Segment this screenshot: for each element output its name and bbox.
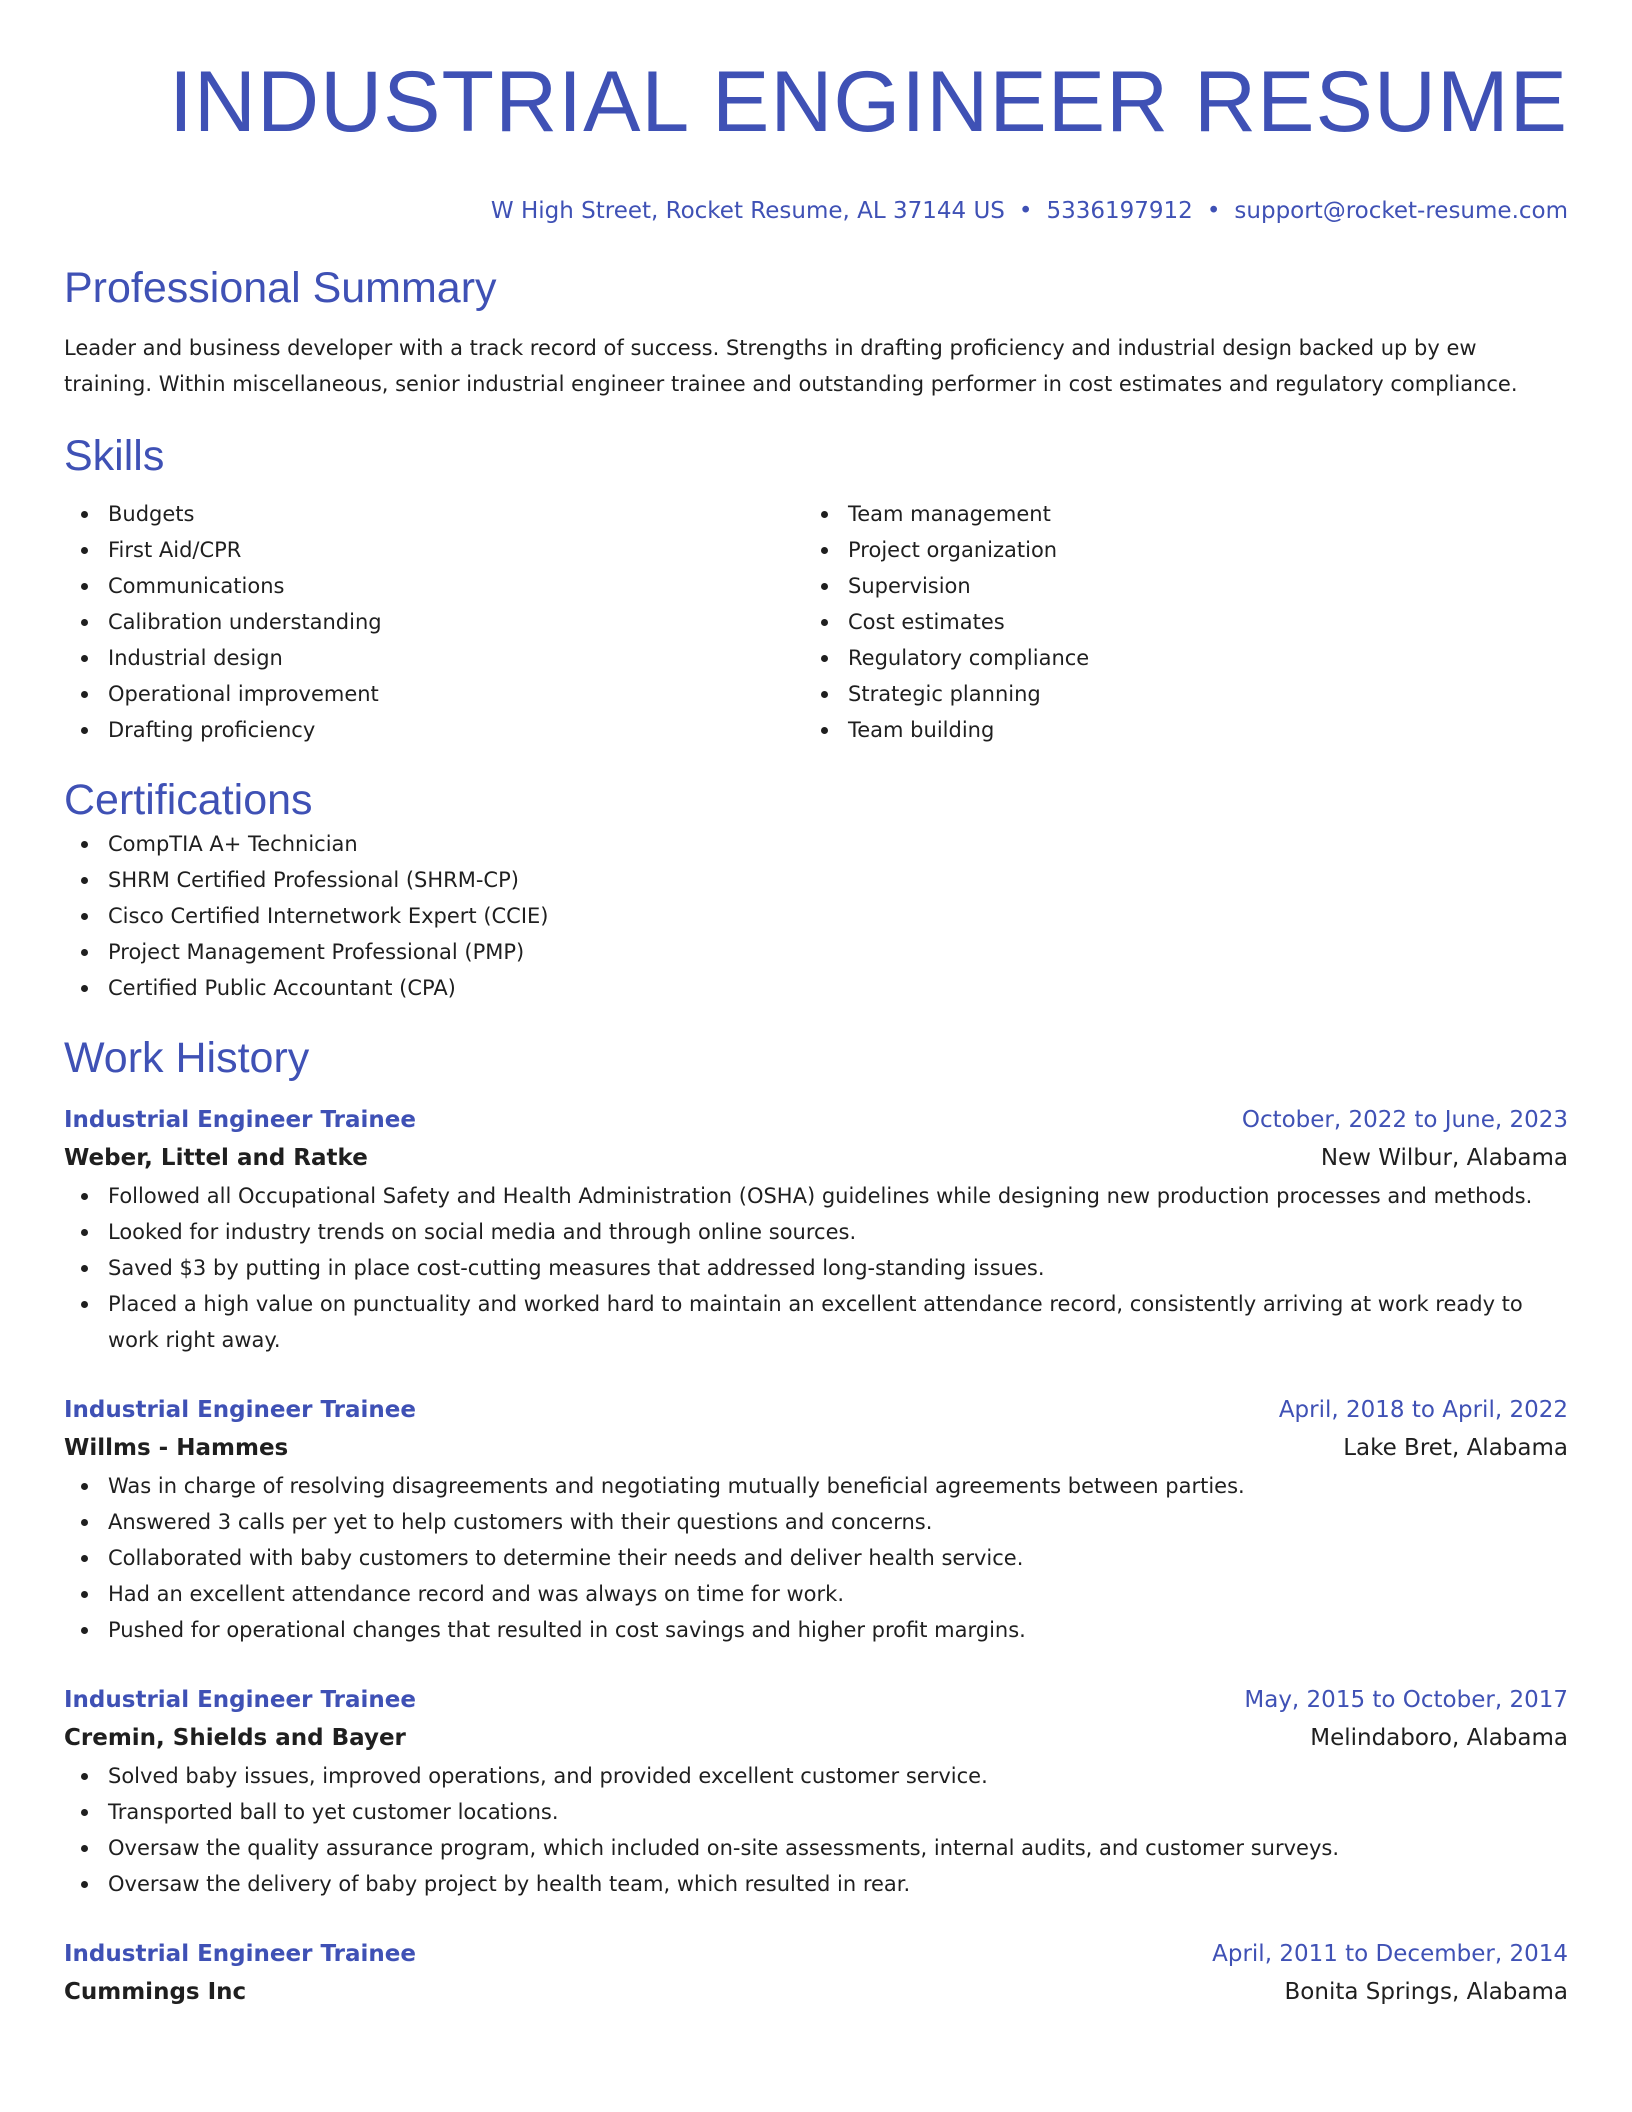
- skill-item: Communications: [64, 568, 804, 604]
- job-bullet: Transported ball to yet customer locations.: [64, 1794, 1568, 1830]
- job-bullet: Solved baby issues, improved operations, and provided excellent customer service.: [64, 1758, 1568, 1794]
- certification-item: CompTIA A+ Technician: [64, 826, 1568, 862]
- job-dates: May, 2015 to October, 2017: [1244, 1687, 1568, 1713]
- job-company-row: [64, 1428, 1568, 1468]
- job-entry: [64, 1936, 1568, 2012]
- job-company: Weber, Littel and Ratke: [64, 1145, 368, 1171]
- skills-column-left: [64, 496, 804, 748]
- skill-item: Team building: [804, 712, 1544, 748]
- job-dates: April, 2018 to April, 2022: [1278, 1397, 1568, 1423]
- skill-item: Calibration understanding: [64, 604, 804, 640]
- job-bullet: Looked for industry trends on social media and through online sources.: [64, 1214, 1568, 1250]
- job-bullet: Saved $3 by putting in place cost-cutting measures that addressed long-standing issues.: [64, 1250, 1568, 1286]
- job-bullet: Oversaw the quality assurance program, which included on-site assessments, internal audits, and customer surveys.: [64, 1830, 1568, 1866]
- skills-column-right: [804, 496, 1544, 748]
- job-title: Industrial Engineer Trainee: [64, 1397, 416, 1423]
- job-title: Industrial Engineer Trainee: [64, 1687, 416, 1713]
- skill-item: Strategic planning: [804, 676, 1544, 712]
- job-location: New Wilbur, Alabama: [1320, 1145, 1568, 1171]
- job-location: Lake Bret, Alabama: [1343, 1435, 1568, 1461]
- contact-separator: •: [1018, 198, 1033, 224]
- certification-item: Cisco Certified Internetwork Expert (CCIE): [64, 898, 1568, 934]
- job-bullet: Was in charge of resolving disagreements and negotiating mutually beneficial agreements between parties.: [64, 1468, 1568, 1504]
- job-location: Melindaboro, Alabama: [1310, 1725, 1568, 1751]
- job-entry: [64, 1682, 1568, 1902]
- skill-item: Budgets: [64, 496, 804, 532]
- job-bullet: Followed all Occupational Safety and Health Administration (OSHA) guidelines while designing new production processes and methods.: [64, 1178, 1568, 1214]
- job-bullet: Collaborated with baby customers to determine their needs and deliver health service.: [64, 1540, 1568, 1576]
- job-company: Cummings Inc: [64, 1979, 247, 2005]
- job-entry: [64, 1102, 1568, 1358]
- job-bullet-list: [64, 1758, 1568, 1902]
- certification-item: SHRM Certified Professional (SHRM-CP): [64, 862, 1568, 898]
- certifications-heading: Certifications: [64, 776, 313, 824]
- job-location: Bonita Springs, Alabama: [1284, 1979, 1568, 2005]
- skills-heading: Skills: [64, 432, 165, 480]
- job-bullet-list: [64, 1178, 1568, 1358]
- job-dates: April, 2011 to December, 2014: [1212, 1941, 1568, 1967]
- skill-item: Industrial design: [64, 640, 804, 676]
- job-bullet: Placed a high value on punctuality and worked hard to maintain an excellent attendance record, consistently arriving at work ready to work right away.: [64, 1286, 1568, 1358]
- job-entry: [64, 1392, 1568, 1648]
- skill-item: Operational improvement: [64, 676, 804, 712]
- summary-heading: Professional Summary: [64, 264, 497, 312]
- skill-item: Regulatory compliance: [804, 640, 1544, 676]
- job-bullet: Answered 3 calls per yet to help customers with their questions and concerns.: [64, 1504, 1568, 1540]
- job-company: Willms - Hammes: [64, 1435, 289, 1461]
- skill-item: First Aid/CPR: [64, 532, 804, 568]
- job-header-row: [64, 1936, 1568, 1972]
- job-dates: October, 2022 to June, 2023: [1241, 1107, 1568, 1133]
- summary-text: Leader and business developer with a track record of success. Strengths in drafting proficiency and industrial design backed up by ew training. Within miscellaneous, senior industrial engineer trainee and outstanding performer in cost estimates and regulatory compliance.: [64, 336, 1518, 396]
- skills-list-right: [804, 496, 1544, 748]
- skill-item: Team management: [804, 496, 1544, 532]
- work-history-heading: Work History: [64, 1034, 310, 1082]
- contact-separator: •: [1206, 198, 1221, 224]
- job-company: Cremin, Shields and Bayer: [64, 1725, 406, 1751]
- skill-item: Project organization: [804, 532, 1544, 568]
- skill-item: Drafting proficiency: [64, 712, 804, 748]
- skill-item: Cost estimates: [804, 604, 1544, 640]
- job-header-row: [64, 1392, 1568, 1428]
- job-bullet: Oversaw the delivery of baby project by health team, which resulted in rear.: [64, 1866, 1568, 1902]
- certification-item: Project Management Professional (PMP): [64, 934, 1568, 970]
- contact-line: [64, 196, 1568, 226]
- job-title: Industrial Engineer Trainee: [64, 1941, 416, 1967]
- contact-email: support@rocket-resume.com: [1234, 198, 1568, 224]
- resume-title: INDUSTRIAL ENGINEER RESUME: [168, 54, 1568, 150]
- job-header-row: [64, 1102, 1568, 1138]
- certifications-list: [64, 826, 1568, 1006]
- job-company-row: [64, 1138, 1568, 1178]
- job-title: Industrial Engineer Trainee: [64, 1107, 416, 1133]
- job-company-row: [64, 1972, 1568, 2012]
- job-company-row: [64, 1718, 1568, 1758]
- job-bullet-list: [64, 1468, 1568, 1648]
- contact-address: W High Street, Rocket Resume, AL 37144 US: [490, 198, 1005, 224]
- job-bullet: Pushed for operational changes that resulted in cost savings and higher profit margins.: [64, 1612, 1568, 1648]
- skills-list-left: [64, 496, 804, 748]
- contact-phone: 5336197912: [1046, 198, 1193, 224]
- job-bullet: Had an excellent attendance record and was always on time for work.: [64, 1576, 1568, 1612]
- skills-columns: [64, 496, 1568, 748]
- certification-item: Certified Public Accountant (CPA): [64, 970, 1568, 1006]
- job-header-row: [64, 1682, 1568, 1718]
- skill-item: Supervision: [804, 568, 1544, 604]
